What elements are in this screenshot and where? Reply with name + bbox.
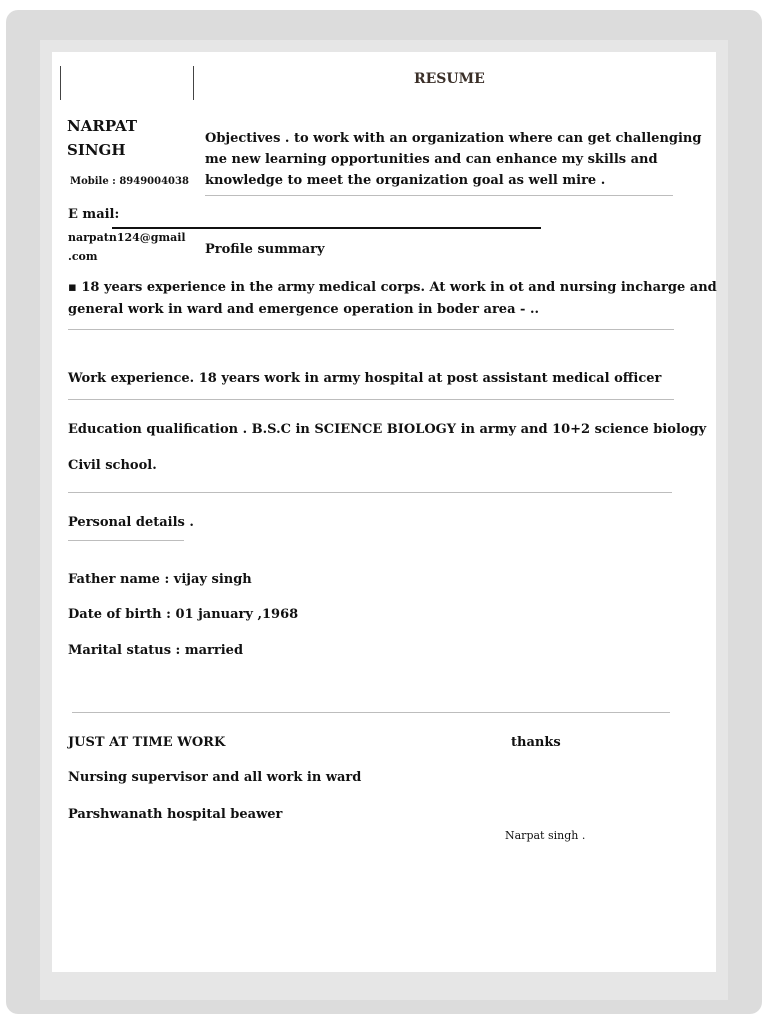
divider — [72, 712, 670, 713]
profile-line: general work in ward and emergence operation in boder area - .. — [68, 302, 539, 317]
name-last: SINGH — [67, 141, 126, 159]
name-first: NARPAT — [67, 117, 137, 135]
resume-title: RESUME — [414, 71, 485, 87]
current-work-place: Parshwanath hospital beawer — [68, 807, 283, 822]
header-box-right-border — [193, 66, 194, 100]
mobile-number: Mobile : 8949004038 — [70, 176, 189, 187]
divider — [68, 329, 674, 330]
marital-status: Marital status : married — [68, 643, 244, 658]
thanks-text: thanks — [511, 735, 561, 750]
date-of-birth: Date of birth : 01 january ,1968 — [68, 607, 299, 622]
email-address — [68, 228, 186, 266]
divider — [205, 195, 673, 196]
profile-summary — [68, 277, 717, 321]
objective-line: Objectives . to work with an organization where can get challenging — [205, 131, 702, 146]
email-line: .com — [68, 250, 98, 263]
divider — [68, 399, 674, 400]
profile-line: ▪ 18 years experience in the army medical corps. At work in ot and nursing incharge and — [68, 280, 717, 295]
objective-line: knowledge to meet the organization goal as well mire . — [205, 173, 606, 188]
education-qualification: Education qualification . B.S.C in SCIENCE BIOLOGY in army and 10+2 science biology — [68, 422, 707, 437]
work-experience: Work experience. 18 years work in army hospital at post assistant medical officer — [68, 371, 662, 386]
personal-details-heading: Personal details . — [68, 515, 194, 530]
profile-heading: Profile summary — [205, 242, 325, 257]
current-work-heading: JUST AT TIME WORK — [68, 735, 226, 750]
name-block — [67, 114, 137, 162]
email-label: E mail: — [68, 207, 120, 222]
father-name: Father name : vijay singh — [68, 572, 252, 587]
objective-section — [205, 128, 701, 191]
heading-underline — [68, 540, 184, 541]
resume-page — [52, 52, 716, 972]
header-box-left-border — [60, 66, 61, 100]
divider — [68, 492, 672, 493]
current-work-role: Nursing supervisor and all work in ward — [68, 770, 362, 785]
email-line: narpatn124@gmail — [68, 231, 186, 244]
objective-line: me new learning opportunities and can enhance my skills and — [205, 152, 658, 167]
education-school: Civil school. — [68, 458, 157, 473]
signature: Narpat singh . — [505, 829, 586, 842]
